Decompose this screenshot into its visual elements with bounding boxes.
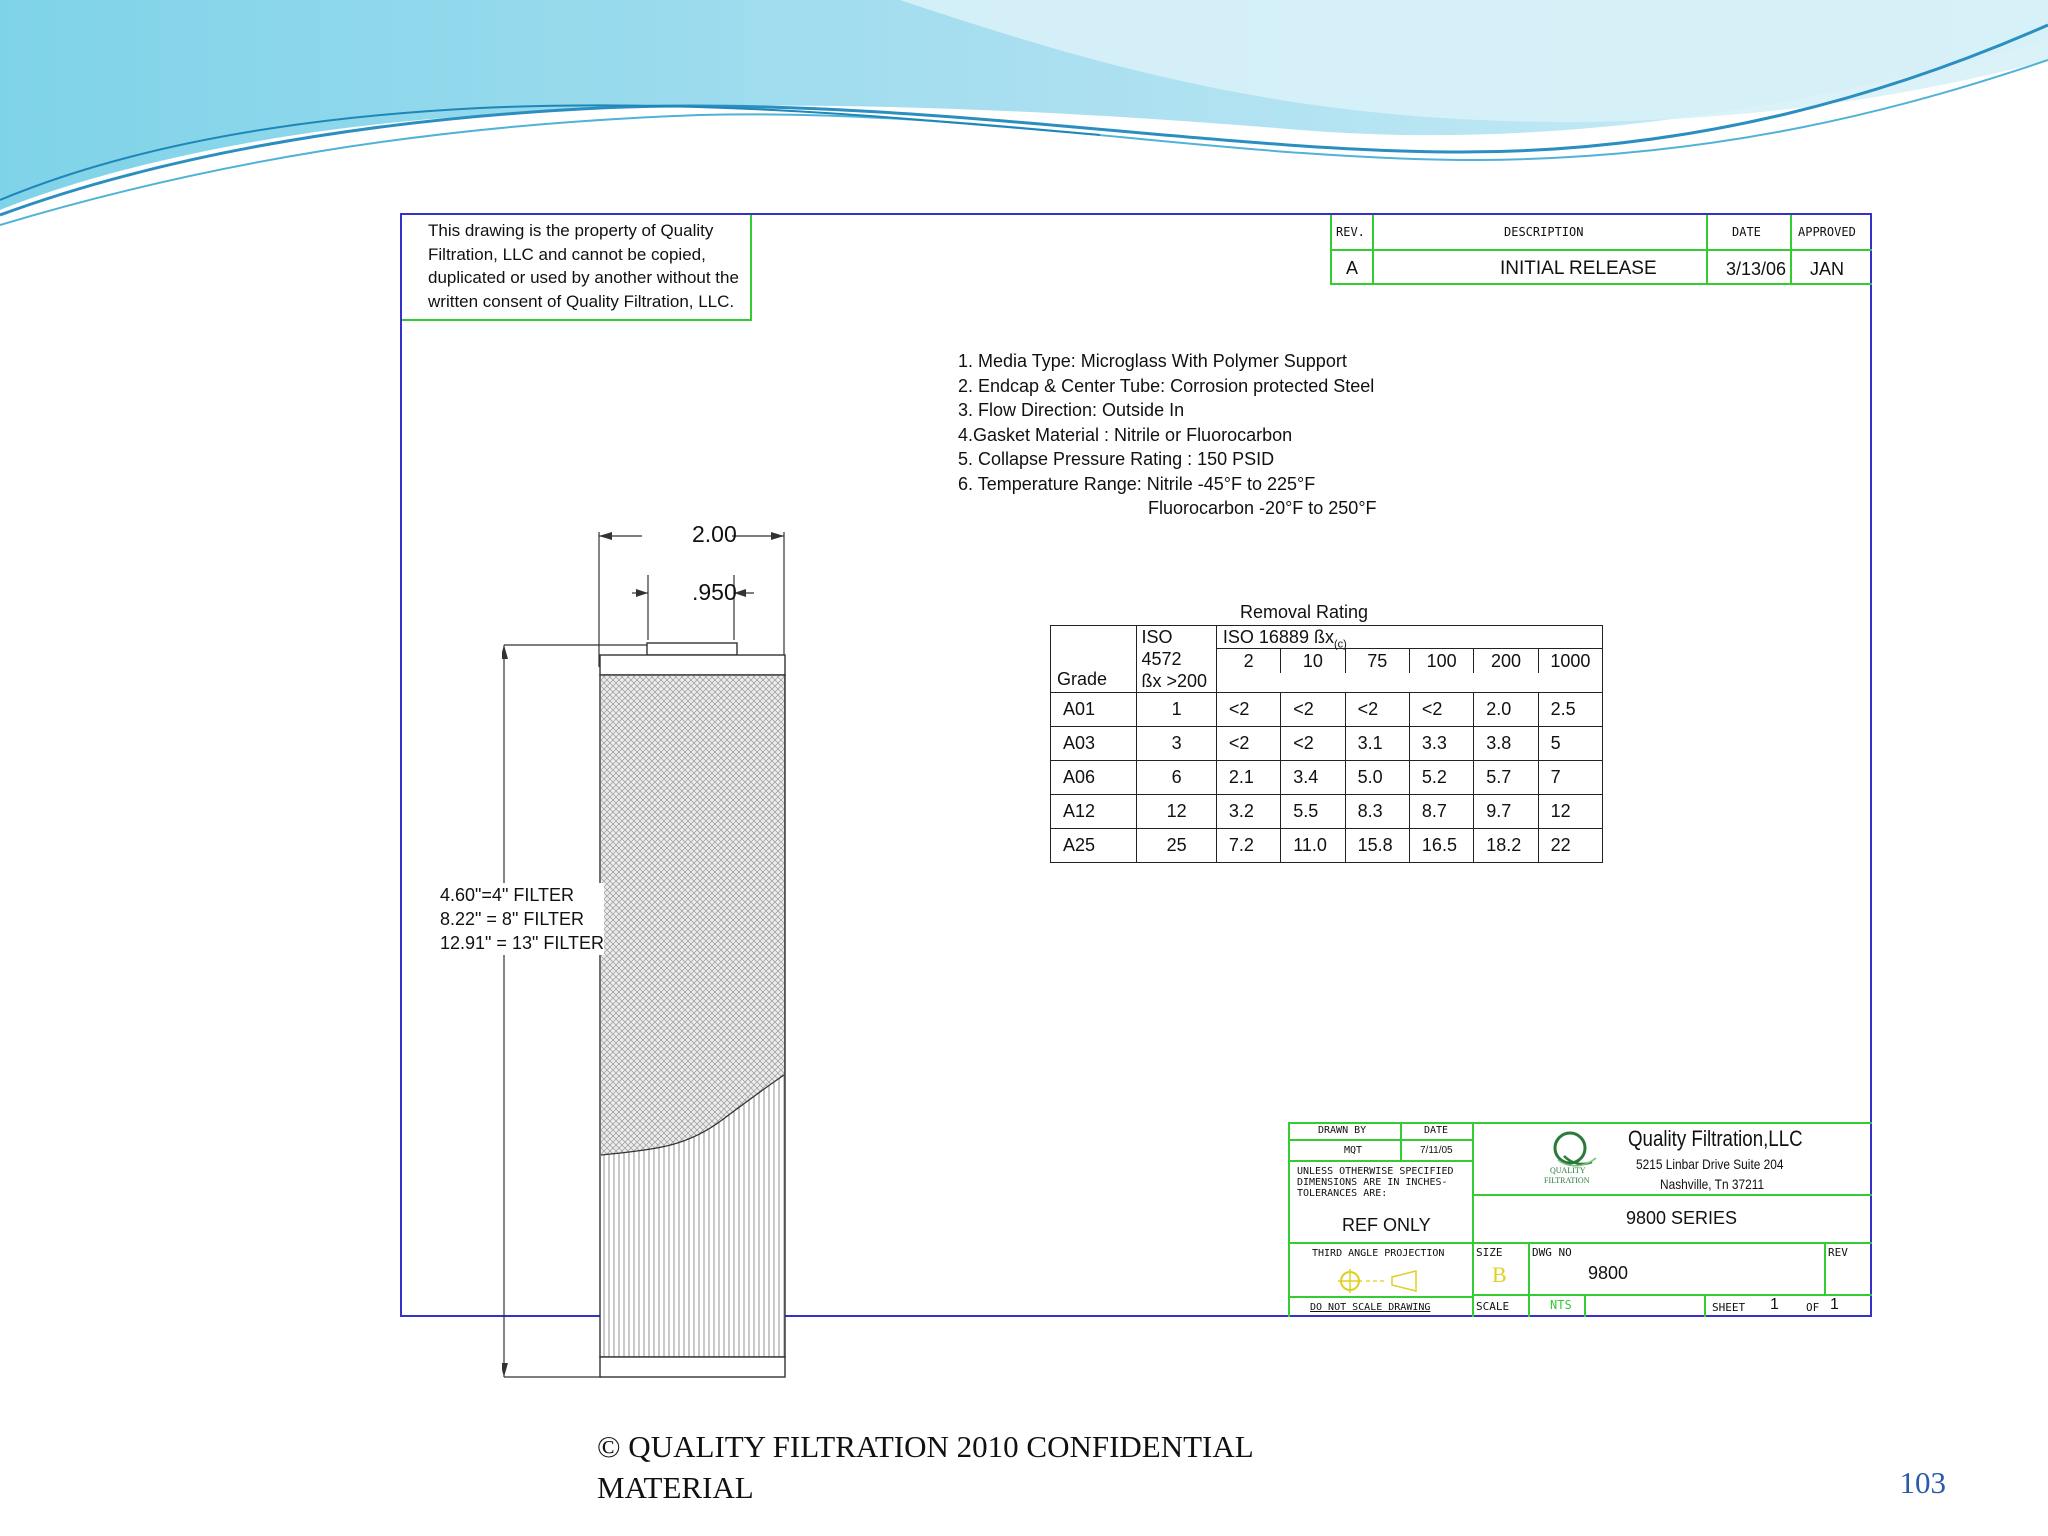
rating-value-cell: 5 — [1538, 727, 1602, 761]
rating-value-cell: 18.2 — [1474, 829, 1538, 863]
size-value: B — [1492, 1262, 1507, 1287]
revision-block — [1330, 215, 1872, 285]
copyright-footer: © QUALITY FILTRATION 2010 CONFIDENTIAL MATERIAL — [597, 1429, 1253, 1505]
approved-value: JAN — [1810, 259, 1845, 279]
iso4572-cell: 3 — [1137, 727, 1216, 761]
rating-table-body — [1051, 693, 1603, 863]
ratio-column-header: 10 — [1281, 649, 1345, 673]
drawn-date-value: 7/11/05 — [1420, 1145, 1453, 1156]
iso4572-cell: 1 — [1137, 693, 1216, 727]
rating-value-cell: 3.1 — [1345, 727, 1409, 761]
rating-value-cell: <2 — [1409, 693, 1473, 727]
property-notice-line: written consent of Quality Filtration, LLC. — [428, 291, 735, 311]
ratio-column-header: 200 — [1474, 649, 1538, 673]
rev-label: REV — [1828, 1246, 1848, 1259]
length-dim-8in: 8.22" = 8" FILTER — [440, 909, 585, 929]
rating-value-cell: 8.7 — [1409, 795, 1473, 829]
rating-value-cell: <2 — [1281, 693, 1345, 727]
rating-value-cell: 11.0 — [1281, 829, 1345, 863]
drawn-by-value: MQT — [1344, 1145, 1363, 1156]
rating-value-cell: 7.2 — [1216, 829, 1280, 863]
projection-label: THIRD ANGLE PROJECTION — [1312, 1248, 1445, 1259]
ratio-column-header: 1000 — [1550, 651, 1591, 671]
property-notice-line: Filtration, LLC and cannot be copied, — [428, 244, 706, 264]
company-address-line1: 5215 Linbar Drive Suite 204 — [1636, 1156, 1784, 1172]
iso16889-subscript: (c) — [1333, 638, 1347, 651]
grade-cell: A01 — [1051, 693, 1137, 727]
rating-value-cell: <2 — [1281, 727, 1345, 761]
length-dim-13in: 12.91" = 13" FILTER — [440, 933, 605, 953]
iso4572-subheader: ßx >200 — [1141, 671, 1208, 691]
sheet-label: SHEET — [1712, 1301, 1746, 1314]
rating-value-cell: <2 — [1345, 693, 1409, 727]
rating-value-cell: 2.5 — [1538, 693, 1602, 727]
grade-cell: A12 — [1051, 795, 1137, 829]
property-notice-box — [402, 215, 752, 321]
do-not-scale-label: DO NOT SCALE DRAWING — [1310, 1302, 1431, 1313]
rating-value-cell: 7 — [1538, 761, 1602, 795]
rating-value-cell: 3.2 — [1216, 795, 1280, 829]
drawn-by-label: DRAWN BY — [1318, 1125, 1367, 1136]
table-row — [1051, 693, 1603, 727]
grade-cell: A25 — [1051, 829, 1137, 863]
rating-value-cell: 5.2 — [1409, 761, 1473, 795]
rating-value-cell: <2 — [1216, 727, 1280, 761]
spec-note: 6. Temperature Range: Nitrile -45°F to 225°F — [958, 473, 1316, 494]
of-value: 1 — [1830, 1296, 1839, 1313]
iso16889-header: ISO 16889 ßx — [1222, 627, 1334, 647]
ratio-column-header: 75 — [1346, 649, 1410, 673]
rating-value-cell: 5.5 — [1281, 795, 1345, 829]
grade-cell: A06 — [1051, 761, 1137, 795]
table-row — [1051, 727, 1603, 761]
drawing-sheet — [400, 213, 1872, 1317]
spec-note: 5. Collapse Pressure Rating : 150 PSID — [958, 449, 1275, 469]
grade-header: Grade — [1051, 626, 1137, 693]
ratio-header-row — [1217, 649, 1602, 673]
removal-rating-table — [1050, 625, 1603, 863]
tolerance-line: UNLESS OTHERWISE SPECIFIED — [1297, 1166, 1454, 1177]
table-row — [1051, 761, 1603, 795]
inner-diameter-dim: .950 — [692, 579, 737, 605]
spec-notes — [958, 349, 1377, 521]
iso4572-cell: 25 — [1137, 829, 1216, 863]
iso4572-cell: 12 — [1137, 795, 1216, 829]
removal-rating-title: Removal Rating — [1240, 602, 1369, 622]
property-notice-line: This drawing is the property of Quality — [428, 221, 714, 240]
date-value: 3/13/06 — [1726, 259, 1787, 279]
property-notice-line: duplicated or used by another without the — [428, 268, 739, 287]
tolerance-line: TOLERANCES ARE: — [1297, 1188, 1388, 1199]
title-block — [1288, 1122, 1872, 1317]
dwg-no-label: DWG NO — [1532, 1246, 1572, 1259]
scale-label: SCALE — [1476, 1300, 1510, 1313]
date-label: DATE — [1424, 1125, 1449, 1136]
spec-note: 3. Flow Direction: Outside In — [958, 400, 1185, 420]
length-dim-4in: 4.60"=4" FILTER — [440, 885, 575, 905]
grade-cell: A03 — [1051, 727, 1137, 761]
rating-value-cell: 3.8 — [1474, 727, 1538, 761]
rev-value: A — [1346, 258, 1359, 278]
date-header: DATE — [1732, 225, 1761, 239]
description-value: INITIAL RELEASE — [1500, 258, 1657, 279]
approved-header: APPROVED — [1798, 225, 1856, 239]
rating-value-cell: 2.1 — [1216, 761, 1280, 795]
sheet-value: 1 — [1770, 1296, 1779, 1313]
iso16889-header-cell — [1216, 626, 1602, 693]
rating-value-cell: 16.5 — [1409, 829, 1473, 863]
rating-value-cell: 2.0 — [1474, 693, 1538, 727]
third-angle-projection-icon — [1336, 1268, 1432, 1294]
rating-value-cell: <2 — [1216, 693, 1280, 727]
rating-value-cell: 15.8 — [1345, 829, 1409, 863]
of-label: OF — [1806, 1301, 1820, 1314]
company-name: Quality Filtration,LLC — [1628, 1126, 1803, 1151]
spec-note: 4.Gasket Material : Nitrile or Fluorocarbon — [958, 424, 1293, 445]
iso4572-header-cell — [1137, 626, 1216, 693]
filter-element-drawing — [502, 515, 922, 1395]
ratio-column-header: 100 — [1410, 649, 1474, 673]
logo-text-quality: QUALITY — [1550, 1166, 1586, 1175]
dwg-no-value: 9800 — [1588, 1263, 1629, 1283]
rating-value-cell: 3.4 — [1281, 761, 1345, 795]
spec-note: 1. Media Type: Microglass With Polymer Support — [958, 351, 1347, 371]
header-wave-decoration — [0, 0, 2048, 240]
company-address-line2: Nashville, Tn 37211 — [1660, 1176, 1765, 1192]
iso4572-header: ISO 4572 — [1141, 627, 1182, 669]
series-label: 9800 SERIES — [1626, 1208, 1738, 1228]
rating-value-cell: 3.3 — [1409, 727, 1473, 761]
rating-value-cell: 8.3 — [1345, 795, 1409, 829]
ratio-column-header: 2 — [1217, 649, 1281, 673]
logo-text-filtration: FILTRATION — [1544, 1176, 1590, 1185]
table-row — [1051, 795, 1603, 829]
rev-header: REV. — [1336, 225, 1365, 239]
outer-diameter-dim: 2.00 — [692, 521, 737, 547]
tolerance-note — [1297, 1166, 1454, 1199]
iso4572-cell: 6 — [1137, 761, 1216, 795]
rating-value-cell: 22 — [1538, 829, 1602, 863]
rating-value-cell: 12 — [1538, 795, 1602, 829]
scale-value: NTS — [1550, 1298, 1572, 1312]
length-dimensions — [440, 883, 604, 955]
table-row — [1051, 829, 1603, 863]
spec-note: Fluorocarbon -20°F to 250°F — [1148, 498, 1377, 518]
size-label: SIZE — [1476, 1246, 1503, 1259]
tolerance-line: DIMENSIONS ARE IN INCHES- — [1297, 1177, 1448, 1188]
description-header: DESCRIPTION — [1504, 225, 1584, 239]
ref-only-label: REF ONLY — [1342, 1215, 1431, 1235]
rating-value-cell: 5.0 — [1345, 761, 1409, 795]
rating-value-cell: 9.7 — [1474, 795, 1538, 829]
page-number: 103 — [1899, 1465, 1946, 1500]
spec-note: 2. Endcap & Center Tube: Corrosion protected Steel — [958, 375, 1375, 396]
rating-value-cell: 5.7 — [1474, 761, 1538, 795]
